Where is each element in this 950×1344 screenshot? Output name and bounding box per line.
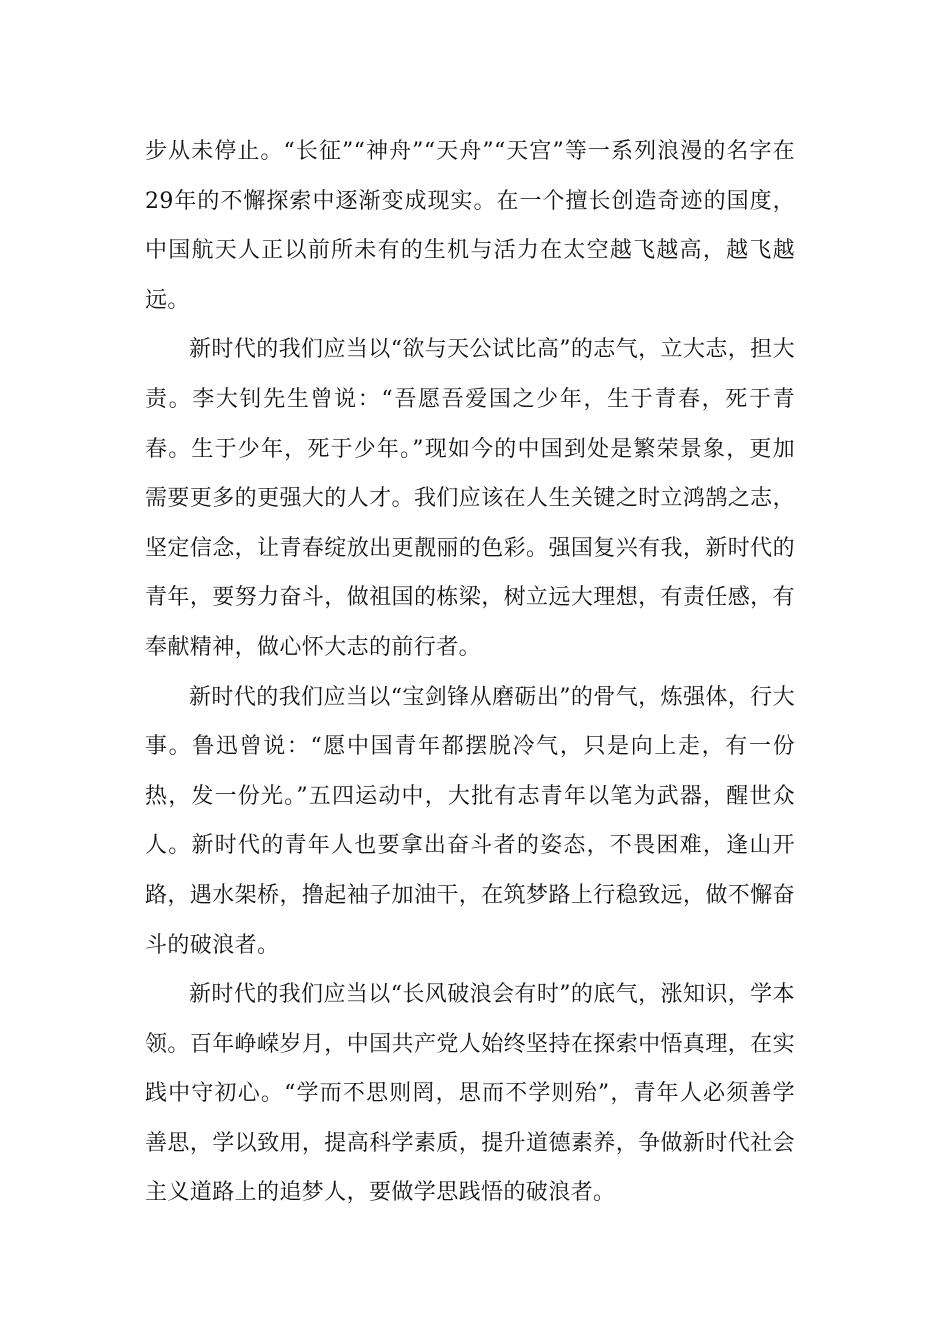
paragraph-fortitude: 新时代的我们应当以“宝剑锋从磨砺出”的骨气，炼强体，行大事。鲁迅曾说：“愿中国青年都摆脱冷气，只是向上走，有一份热，发一份光。”五四运动中，大批有志青年以笔为武器，醒世众人。新时代的青年人也要拿出奋斗者的姿态，不畏困难，逢山开路，遇水架桥，撸起袖子加油干，在筑梦路上行稳致远，做不懈奋斗的破浪者。	[145, 684, 795, 958]
document-body	[145, 127, 795, 1218]
paragraph-ambition: 新时代的我们应当以“欲与天公试比高”的志气，立大志，担大责。李大钊先生曾说：“吾愿吾爱国之少年，生于青春，死于青春。生于少年，死于少年。”现如今的中国到处是繁荣景象，更加需要更多的更强大的人才。我们应该在人生关键之时立鸿鹄之志，坚定信念，让青春绽放出更靓丽的色彩。强国复兴有我，新时代的青年，要努力奋斗，做祖国的栋梁，树立远大理想，有责任感，有奉献精神，做心怀大志的前行者。	[145, 337, 795, 660]
paragraph-knowledge: 新时代的我们应当以“长风破浪会有时”的底气，涨知识，学本领。百年峥嵘岁月，中国共产党人始终坚持在探索中悟真理，在实践中守初心。“学而不思则罔，思而不学则殆”，青年人必须善学善思，学以致用，提高科学素质，提升道德素养，争做新时代社会主义道路上的追梦人，要做学思践悟的破浪者。	[145, 982, 795, 1206]
paragraph-continued: 步从未停止。“长征”“神舟”“天舟”“天宫”等一系列浪漫的名字在29年的不懈探索中逐渐变成现实。在一个擅长创造奇迹的国度，中国航天人正以前所未有的生机与活力在太空越飞越高，越飞越远。	[145, 139, 795, 313]
